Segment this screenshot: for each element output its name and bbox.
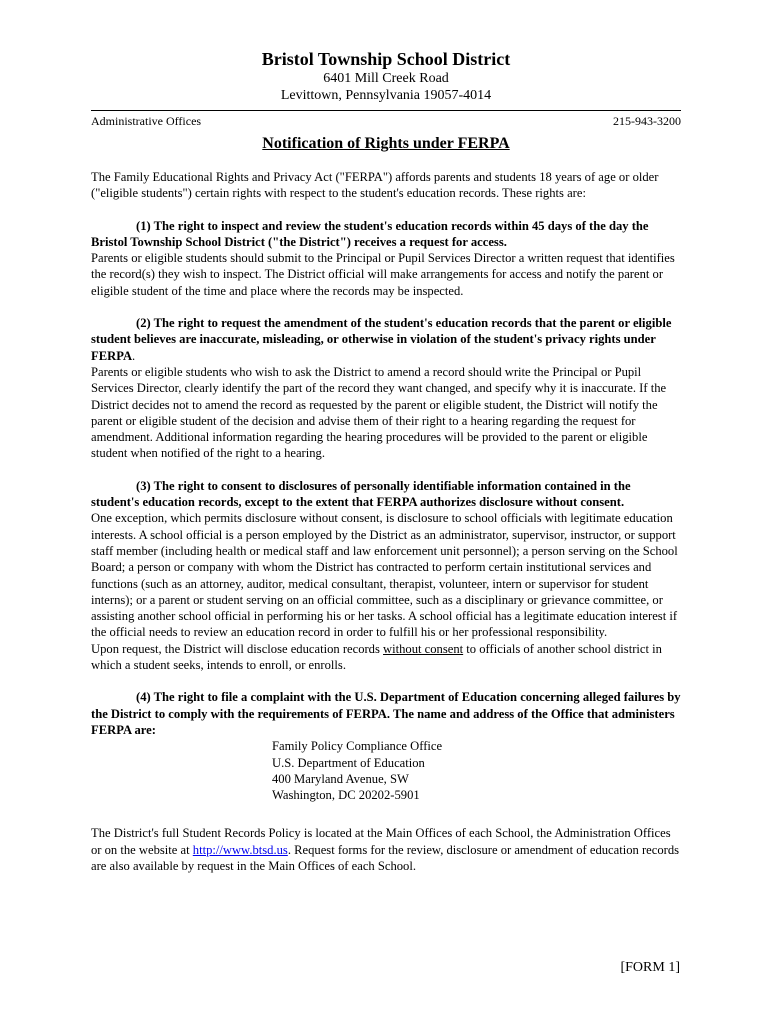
website-link[interactable]: http://www.btsd.us: [192, 842, 288, 857]
without-consent-text: without consent: [383, 641, 464, 656]
closing-post: . Request forms for the review, disclosure or amendment of education records are also available by request in the Main Offices of each School.: [91, 842, 680, 873]
office-address-line: Washington, DC 20202-5901: [272, 788, 420, 803]
document-page: [91, 48, 681, 874]
section-heading-wrap: [91, 315, 681, 364]
section-heading: (3) The right to consent to disclosures of personally identifiable information contained in the student's education records, except to the extent that FERPA authorizes disclosure without consent.: [91, 478, 631, 510]
letterhead-rule: [91, 110, 681, 128]
section-1: [91, 218, 681, 299]
offices-label: Administrative Offices: [91, 114, 202, 128]
section-heading: (1) The right to inspect and review the student's education records within 45 days of the day the Bristol Township School District ("the District") receives a request for access.: [91, 218, 649, 249]
intro-paragraph: The Family Educational Rights and Privacy Act ("FERPA") affords parents and students 18 years of age or older ("eligible students") certain rights with respect to the student's education records. These rights are:: [91, 170, 659, 201]
office-address-line: 400 Maryland Avenue, SW: [272, 771, 409, 786]
phone-number: 215-943-3200: [613, 114, 681, 128]
body2-post: to officials of another school district in which a student seeks, intends to enroll, or enrolls.: [91, 641, 662, 673]
office-address-line: U.S. Department of Education: [272, 755, 425, 770]
section-body: One exception, which permits disclosure without consent, is disclosure to school officials with legitimate education interests. A school official is a person employed by the District as an administrator, supervisor, instructor, or support staff member (including health or medical staff and law enforcement unit personnel); a person serving on the School Board; a person or company with whom the District has contracted to perform certain institutional services and functions (such as an attorney, auditor, medical consultant, therapist, volunteer, intern or supervisor for student interns); or a parent or student serving on an official committee, such as a disciplinary or grievance committee, or assisting another school official in performing his or her tasks. A school official has a legitimate education interest if the official needs to review an education record in order to fulfill his or her professional responsibility.: [91, 511, 678, 640]
section-3: [91, 478, 681, 674]
section-4: [91, 689, 681, 803]
section-2: [91, 315, 681, 462]
office-address-line: Family Policy Compliance Office: [272, 739, 443, 754]
section-body: Parents or eligible students should submit to the Principal or Pupil Services Director a written request that identifies the record(s) they wish to inspect. The District official will make arrangements for access and notify the parent or eligible student of the time and place where the records may be inspected.: [91, 251, 675, 298]
closing-paragraph: [91, 825, 681, 874]
form-label: [FORM 1]: [620, 960, 680, 975]
closing-pre: The District's full Student Records Policy is located at the Main Offices of each School, the Administration Offices or on the website at: [91, 826, 671, 857]
address-line-2: Levittown, Pennsylvania 19057-4014: [280, 88, 492, 103]
section-body-2: [91, 641, 681, 674]
section-heading: (4) The right to file a complaint with the U.S. Department of Education concerning alleged failures by the District to comply with the requirements of FERPA. The name and address of the Office that administers FERPA are:: [91, 690, 681, 737]
body2-pre: Upon request, the District will disclose education records: [91, 641, 384, 656]
heading-period: .: [132, 348, 136, 363]
address-line-1: 6401 Mill Creek Road: [323, 71, 449, 86]
section-body: Parents or eligible students who wish to ask the District to amend a record should write the Principal or Pupil Services Director, clearly identify the part of the record they want changed, and specify why it is inaccurate. If the District decides not to amend the record as requested by the parent or eligible student, the District will notify the parent or eligible student of the decision and advise them of their right to a hearing regarding the request for amendment. Additional information regarding the hearing procedures will be provided to the parent or eligible student when notified of the right to a hearing.: [91, 364, 667, 461]
section-heading: (2) The right to request the amendment of the student's education records that the parent or eligible student believes are inaccurate, misleading, or otherwise in violation of the student's privacy rights under FERPA: [91, 316, 672, 363]
document-title: Notification of Rights under FERPA: [262, 135, 510, 152]
district-name: Bristol Township School District: [261, 49, 511, 69]
